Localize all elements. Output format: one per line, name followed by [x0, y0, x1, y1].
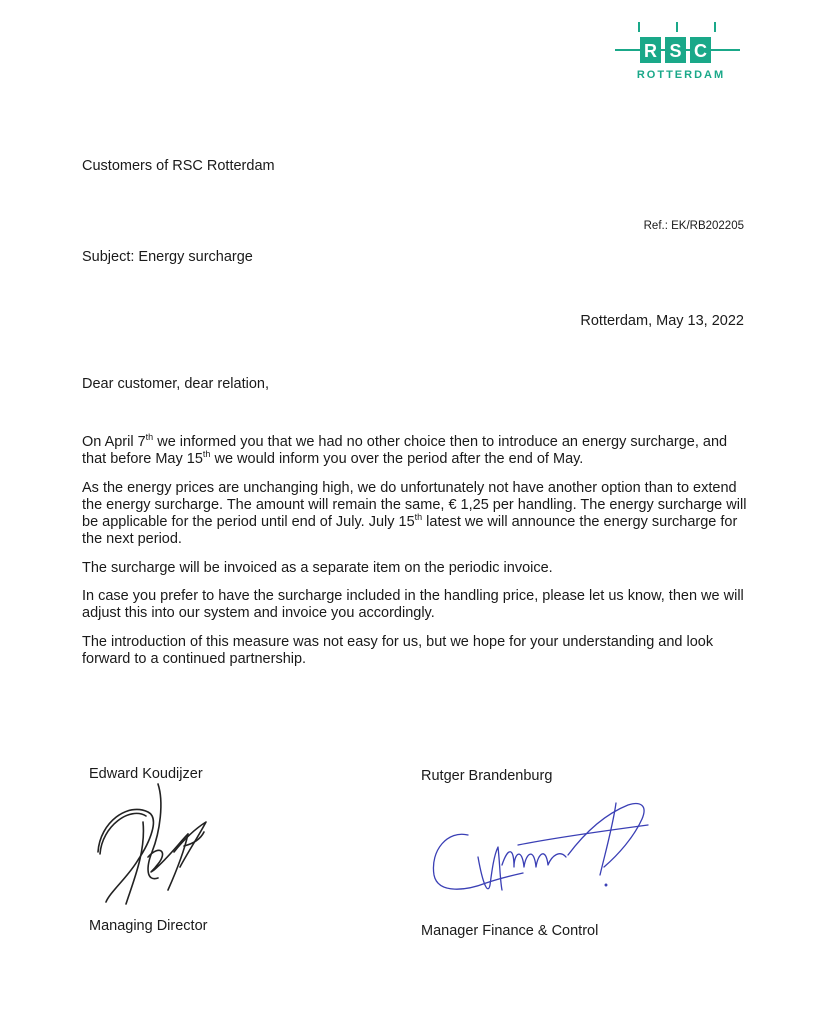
signatory-1-title: Managing Director: [89, 918, 208, 934]
letter-body: [82, 434, 747, 679]
signature-2: [428, 795, 658, 905]
salutation: Dear customer, dear relation,: [82, 376, 269, 392]
logo-graphic: [615, 22, 740, 80]
p2-text-b: latest we will announce the energy surcharge for the next period.: [82, 514, 738, 548]
paragraph-1: [82, 434, 747, 469]
subject-line: Subject: Energy surcharge: [82, 249, 253, 265]
signatory-2-name: Rutger Brandenburg: [421, 768, 553, 784]
paragraph-3: The surcharge will be invoiced as a separate item on the periodic invoice.: [82, 559, 553, 576]
reference-number: Ref.: EK/RB202205: [643, 220, 744, 232]
p1-text-a: On April 7: [82, 434, 146, 450]
addressee: Customers of RSC Rotterdam: [82, 158, 275, 174]
logo-city: ROTTERDAM: [636, 69, 726, 80]
p1-text-c: we would inform you over the period after the end of May.: [210, 451, 584, 468]
p2-ordinal: th: [414, 512, 423, 523]
signatory-1-name: Edward Koudijzer: [89, 766, 203, 782]
letter-date: Rotterdam, May 13, 2022: [580, 313, 744, 329]
logo-letter-s: S: [669, 41, 682, 61]
logo-letter-r: R: [644, 41, 657, 61]
signature-2-scribble: [428, 795, 658, 905]
signature-1-scribble: [88, 782, 238, 917]
p1-text-b: we informed you that we had no other choice then to introduce an energy surcharge, and that before May 15: [82, 434, 728, 468]
logo-letter-c: C: [694, 41, 707, 61]
paragraph-5: The introduction of this measure was not easy for us, but we hope for your understanding and look forward to a continued partnership.: [82, 633, 714, 667]
p1-ordinal-a: th: [145, 432, 154, 443]
paragraph-2: [82, 480, 747, 549]
paragraph-4: In case you prefer to have the surcharge included in the handling price, please let us know, then we will adjust this into our system and invoice you accordingly.: [82, 588, 744, 622]
signature-1: [88, 782, 238, 917]
p2-text-a: As the energy prices are unchanging high, we do unfortunately not have another option than to extend the energy surcharge. The amount will remain the same, € 1,25 per handling. The energy surcharge will be applicable for the period until end of July. July 15: [82, 479, 747, 531]
p1-ordinal-b: th: [202, 449, 211, 460]
signatory-2-title: Manager Finance & Control: [421, 923, 599, 939]
rsc-rotterdam-logo: [615, 22, 740, 80]
